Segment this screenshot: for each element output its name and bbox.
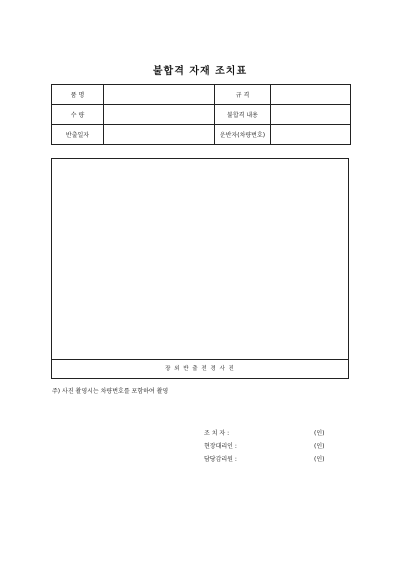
photo-frame[interactable]: [51, 158, 349, 379]
table-row: [52, 105, 351, 125]
signature-label: 조 치 자 :: [204, 430, 230, 437]
rejection-detail-label: 불합격 내용: [215, 105, 271, 125]
rejection-detail-value[interactable]: [271, 105, 351, 125]
signature-supervisor: [204, 454, 325, 463]
material-info-table: [51, 84, 351, 145]
removal-date-label: 반출일자: [52, 125, 104, 145]
spec-label: 규 격: [215, 85, 271, 105]
seal-mark: (인): [314, 443, 325, 450]
document-title: 불합격 자재 조치표: [152, 66, 248, 77]
caption-divider: [52, 359, 348, 360]
seal-mark: (인): [314, 456, 325, 463]
transporter-label: 운반자(차량번호): [215, 125, 271, 145]
table-row: [52, 85, 351, 105]
quantity-label: 수 량: [52, 105, 104, 125]
seal-mark: (인): [314, 430, 325, 437]
signature-action-taker: [204, 428, 325, 437]
item-name-label: 품 명: [52, 85, 104, 105]
signature-site-agent: [204, 441, 325, 450]
spec-value[interactable]: [271, 85, 351, 105]
removal-date-value[interactable]: [104, 125, 215, 145]
photo-note: 주) 사진 촬영시는 차량번호를 포함하여 촬영: [52, 388, 169, 395]
item-name-value[interactable]: [104, 85, 215, 105]
quantity-value[interactable]: [104, 105, 215, 125]
signature-label: 현장대리인 :: [204, 443, 237, 450]
transporter-value[interactable]: [271, 125, 351, 145]
photo-caption: 장 외 반 출 전 경 사 진: [165, 366, 235, 372]
signature-label: 담당감리원 :: [204, 456, 237, 463]
table-row: [52, 125, 351, 145]
